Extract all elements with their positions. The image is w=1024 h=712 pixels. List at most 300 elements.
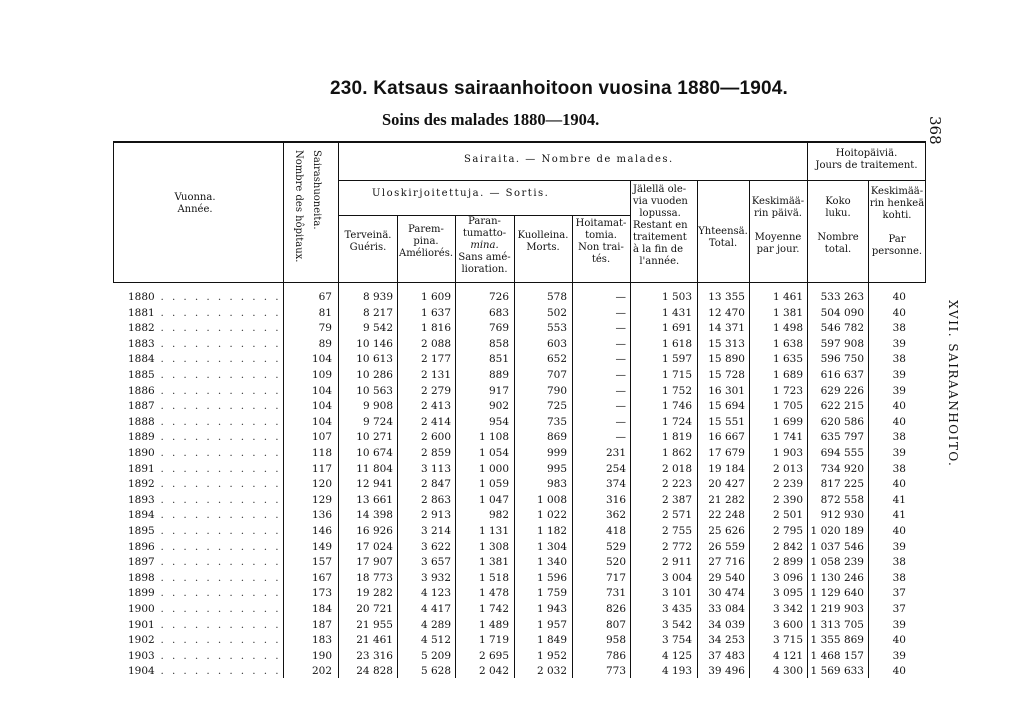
leader-dots: . . . . . . . . . . . [154, 571, 281, 584]
table-cell: 8 217 [362, 306, 393, 319]
year-cell [128, 633, 281, 649]
year-label: 1883 [128, 337, 155, 350]
table-cell: 10 286 [356, 369, 393, 381]
table-cell: 2 795 [772, 525, 803, 537]
total-header: Yhteensä. Total. [698, 226, 748, 249]
table-cell: 3 600 [772, 618, 803, 631]
unimproved-header: Paran- tumatto- mina. Sans amé- lioration. [458, 216, 511, 275]
table-cell: 146 [311, 525, 332, 537]
table-cell: 15 694 [708, 400, 745, 413]
year-label: 1900 [128, 603, 155, 615]
top-rule [113, 141, 926, 143]
table-cell: 817 225 [820, 478, 864, 491]
table-cell: 231 [605, 447, 626, 459]
table-cell: 2 755 [661, 525, 692, 537]
table-cell: 37 483 [708, 649, 745, 662]
table-cell: 773 [605, 665, 626, 678]
table-cell: 954 [488, 415, 509, 428]
table-cell: 14 371 [708, 322, 745, 335]
table-cell: 2 859 [420, 447, 451, 459]
side-heading: XVII. SAIRAANHOITO. [946, 300, 960, 468]
year-cell [128, 524, 281, 540]
table-cell: 3 715 [772, 634, 803, 647]
leader-dots: . . . . . . . . . . . [154, 306, 281, 319]
table-cell: 1 182 [536, 525, 567, 537]
table-cell: 30 474 [708, 587, 745, 600]
table-cell: 999 [546, 447, 567, 459]
table-cell: 104 [311, 353, 332, 366]
leader-dots: . . . . . . . . . . . [154, 431, 281, 444]
table-cell: 1 637 [420, 306, 451, 319]
improved-header: Parem- pina. Améliorés. [398, 224, 454, 259]
table-cell: 1 903 [772, 447, 803, 459]
leader-dots: . . . . . . . . . . . [154, 447, 281, 459]
table-cell: 1 742 [478, 603, 509, 615]
table-cell: 4 121 [772, 649, 803, 662]
table-cell: 33 084 [708, 603, 745, 615]
table-cell: 34 039 [708, 618, 745, 631]
table-cell: 39 496 [708, 665, 745, 678]
table-subtitle: Soins des malades 1880—1904. [382, 110, 600, 129]
year-label: 1880 [128, 291, 155, 303]
table-cell: 725 [546, 400, 567, 413]
table-cell: — [615, 337, 626, 350]
table-cell: 1 381 [478, 556, 509, 569]
year-label: 1881 [128, 306, 155, 319]
table-cell: 2 911 [661, 556, 692, 569]
table-cell: 24 828 [356, 665, 393, 678]
table-cell: 872 558 [820, 493, 864, 506]
year-cell [128, 586, 281, 602]
table-cell: 2 013 [772, 462, 803, 475]
table-cell: 19 282 [356, 587, 393, 600]
table-cell: 3 095 [772, 587, 803, 600]
year-cell [128, 602, 281, 618]
table-cell: 16 667 [708, 431, 745, 444]
table-cell: 2 899 [772, 556, 803, 569]
table-cell: 2 223 [661, 478, 692, 491]
year-label: 1903 [128, 649, 155, 662]
table-cell: 157 [311, 556, 332, 569]
table-cell: 1 597 [661, 353, 692, 366]
year-cell [128, 477, 281, 493]
year-cell [128, 446, 281, 462]
year-cell [128, 352, 281, 368]
table-cell: 10 613 [356, 353, 393, 366]
table-cell: 1 862 [661, 447, 692, 459]
table-cell: 717 [605, 571, 626, 584]
leader-dots: . . . . . . . . . . . [154, 649, 281, 662]
table-cell: 8 939 [362, 291, 393, 303]
table-cell: 1 635 [772, 353, 803, 366]
table-cell: 117 [311, 462, 332, 475]
year-label: 1895 [128, 525, 155, 537]
table-cell: 21 461 [356, 634, 393, 647]
table-cell: 603 [546, 337, 567, 350]
year-label: 1904 [128, 665, 155, 678]
dead-header: Kuolleina. Morts. [517, 230, 569, 253]
table-cell: 3 754 [661, 634, 692, 647]
table-cell: 18 773 [356, 571, 393, 584]
year-label: 1882 [128, 322, 155, 335]
table-cell: 10 146 [356, 337, 393, 350]
table-cell: 4 193 [661, 665, 692, 678]
leader-dots: . . . . . . . . . . . [154, 337, 281, 350]
table-cell: 620 586 [820, 415, 864, 428]
table-cell: 597 908 [820, 337, 864, 350]
page-number: 368 [926, 116, 944, 145]
table-cell: — [615, 353, 626, 366]
table-cell: 1 819 [661, 431, 692, 444]
table-cell: 1 308 [478, 540, 509, 553]
table-cell: 17 024 [356, 540, 393, 553]
leader-dots: . . . . . . . . . . . [154, 353, 281, 366]
table-cell: 1 131 [478, 525, 509, 537]
table-cell: 10 674 [356, 447, 393, 459]
table-cell: 39 [892, 384, 906, 397]
table-cell: 1 478 [478, 587, 509, 600]
leader-dots: . . . . . . . . . . . [154, 509, 281, 522]
table-cell: 1 054 [478, 447, 509, 459]
table-cell: 2 390 [772, 493, 803, 506]
table-cell: 1 381 [772, 306, 803, 319]
remaining-header: Jälellä ole- via vuoden lopussa. Restant en traitement à la fin de l'année. [633, 184, 688, 267]
leader-dots: . . . . . . . . . . . [154, 665, 281, 678]
cured-header: Terveinä. Guéris. [344, 230, 392, 253]
table-cell: 3 101 [661, 587, 692, 600]
table-cell: 316 [605, 493, 626, 506]
year-cell [128, 555, 281, 571]
table-cell: 578 [546, 291, 567, 303]
table-cell: 107 [311, 431, 332, 444]
table-cell: 41 [892, 509, 906, 522]
year-label: 1898 [128, 571, 155, 584]
year-label: 1884 [128, 353, 155, 366]
table-cell: 40 [892, 415, 906, 428]
table-cell: 41 [892, 493, 906, 506]
year-cell [128, 618, 281, 634]
table-cell: 1 638 [772, 337, 803, 350]
table-cell: 2 501 [772, 509, 803, 522]
table-cell: 40 [892, 291, 906, 303]
table-cell: 3 113 [420, 462, 451, 475]
table-cell: 12 941 [356, 478, 393, 491]
table-cell: 1 518 [478, 571, 509, 584]
hospitals-header-fr: Nombre des hôpitaux. [293, 150, 304, 263]
table-cell: 1 952 [536, 649, 567, 662]
table-cell: 2 032 [536, 665, 567, 678]
table-cell: 1 746 [661, 400, 692, 413]
hospitals-header: Sairashuoneita. [311, 150, 322, 230]
table-cell: 2 387 [661, 493, 692, 506]
year-cell [128, 430, 281, 446]
leader-dots: . . . . . . . . . . . [154, 415, 281, 428]
leader-dots: . . . . . . . . . . . [154, 322, 281, 335]
year-label: 1885 [128, 369, 155, 381]
year-label: 1893 [128, 493, 155, 506]
table-cell: 2 772 [661, 540, 692, 553]
table-cell: 129 [311, 493, 332, 506]
table-cell: 79 [318, 322, 332, 335]
table-cell: 39 [892, 447, 906, 459]
year-cell [128, 462, 281, 478]
leader-dots: . . . . . . . . . . . [154, 634, 281, 647]
table-cell: 1 020 189 [810, 525, 864, 537]
table-cell: 38 [892, 431, 906, 444]
year-label: 1902 [128, 634, 155, 647]
table-cell: 1 108 [478, 431, 509, 444]
table-cell: 13 661 [356, 493, 393, 506]
table-cell: 1 503 [661, 291, 692, 303]
leader-dots: . . . . . . . . . . . [154, 556, 281, 569]
table-cell: 15 551 [708, 415, 745, 428]
table-cell: 520 [605, 556, 626, 569]
table-cell: 10 271 [356, 431, 393, 444]
leader-dots: . . . . . . . . . . . [154, 618, 281, 631]
table-cell: 2 279 [420, 384, 451, 397]
untreated-header: Hoitamat- tomia. Non trai- tés. [575, 218, 627, 265]
table-cell: 39 [892, 618, 906, 631]
table-cell: — [615, 306, 626, 319]
table-cell: 136 [311, 509, 332, 522]
table-cell: 9 542 [362, 322, 393, 335]
table-cell: 12 470 [708, 306, 745, 319]
table-cell: 1 715 [661, 369, 692, 381]
table-cell: 1 569 633 [810, 665, 864, 678]
rule [338, 180, 926, 181]
table-cell: 694 555 [820, 447, 864, 459]
leader-dots: . . . . . . . . . . . [154, 525, 281, 537]
year-cell [128, 368, 281, 384]
table-cell: 786 [605, 649, 626, 662]
table-cell: 118 [311, 447, 332, 459]
table-cell: 995 [546, 462, 567, 475]
table-cell: 11 804 [356, 462, 393, 475]
table-cell: 3 622 [420, 540, 451, 553]
table-cell: 37 [892, 587, 906, 600]
year-label: 1886 [128, 384, 155, 397]
table-cell: 5 628 [420, 665, 451, 678]
table-cell: 15 890 [708, 353, 745, 366]
table-cell: 902 [488, 400, 509, 413]
table-cell: 3 435 [661, 603, 692, 615]
table-cell: 1 957 [536, 618, 567, 631]
year-cell [128, 508, 281, 524]
table-cell: 40 [892, 665, 906, 678]
table-cell: 869 [546, 431, 567, 444]
year-header: Vuonna. Année. [174, 192, 216, 215]
table-cell: 2 695 [478, 649, 509, 662]
leader-dots: . . . . . . . . . . . [154, 462, 281, 475]
table-cell: 707 [546, 369, 567, 381]
table-cell: 958 [605, 634, 626, 647]
table-cell: 67 [318, 291, 332, 303]
table-cell: 14 398 [356, 509, 393, 522]
table-cell: 2 131 [420, 369, 451, 381]
table-cell: 39 [892, 369, 906, 381]
table-cell: — [615, 400, 626, 413]
table-cell: 173 [311, 587, 332, 600]
table-cell: 40 [892, 478, 906, 491]
table-cell: 3 657 [420, 556, 451, 569]
leader-dots: . . . . . . . . . . . [154, 493, 281, 506]
table-cell: 683 [488, 306, 509, 319]
table-cell: 38 [892, 322, 906, 335]
table-cell: 20 721 [356, 603, 393, 615]
table-cell: 889 [488, 369, 509, 381]
table-cell: 652 [546, 353, 567, 366]
table-cell: — [615, 291, 626, 303]
table-cell: 1 705 [772, 400, 803, 413]
table-cell: 546 782 [820, 322, 864, 335]
year-label: 1891 [128, 462, 155, 475]
table-cell: 2 239 [772, 478, 803, 491]
table-cell: 39 [892, 540, 906, 553]
table-cell: 15 728 [708, 369, 745, 381]
table-cell: 1 047 [478, 493, 509, 506]
table-cell: 9 724 [362, 415, 393, 428]
table-cell: 104 [311, 400, 332, 413]
table-cell: 1 468 157 [810, 649, 864, 662]
table-cell: 17 679 [708, 447, 745, 459]
table-cell: 502 [546, 306, 567, 319]
leader-dots: . . . . . . . . . . . [154, 478, 281, 491]
table-cell: 4 417 [420, 603, 451, 615]
table-cell: 81 [318, 306, 332, 319]
table-cell: 2 177 [420, 353, 451, 366]
year-cell [128, 321, 281, 337]
table-cell: 23 316 [356, 649, 393, 662]
table-cell: 22 248 [708, 509, 745, 522]
table-cell: 21 282 [708, 493, 745, 506]
table-cell: 254 [605, 462, 626, 475]
table-cell: 851 [488, 353, 509, 366]
table-cell: 4 125 [661, 649, 692, 662]
table-cell: 769 [488, 322, 509, 335]
table-cell: 37 [892, 603, 906, 615]
table-cell: 190 [311, 649, 332, 662]
table-cell: 120 [311, 478, 332, 491]
table-cell: 202 [311, 665, 332, 678]
table-cell: 982 [488, 509, 509, 522]
leader-dots: . . . . . . . . . . . [154, 384, 281, 397]
year-cell [128, 415, 281, 431]
table-cell: 858 [488, 337, 509, 350]
year-cell [128, 540, 281, 556]
table-cell: 1 618 [661, 337, 692, 350]
table-cell: 2 863 [420, 493, 451, 506]
care-total-header: Koko luku. Nombre total. [817, 196, 859, 255]
table-cell: 17 907 [356, 556, 393, 569]
table-cell: 27 716 [708, 556, 745, 569]
table-cell: 790 [546, 384, 567, 397]
year-cell [128, 493, 281, 509]
table-cell: 826 [605, 603, 626, 615]
year-label: 1888 [128, 415, 155, 428]
table-cell: 1 816 [420, 322, 451, 335]
year-cell [128, 664, 281, 680]
table-cell: 917 [488, 384, 509, 397]
table-cell: 1 355 869 [810, 634, 864, 647]
table-cell: 734 920 [820, 462, 864, 475]
table-cell: 187 [311, 618, 332, 631]
table-cell: 1 498 [772, 322, 803, 335]
table-cell: 38 [892, 571, 906, 584]
table-cell: 735 [546, 415, 567, 428]
table-cell: — [615, 322, 626, 335]
table-cell: 2 842 [772, 540, 803, 553]
leader-dots: . . . . . . . . . . . [154, 291, 281, 303]
table-cell: 1 313 705 [810, 618, 864, 631]
table-cell: 1 130 246 [810, 571, 864, 584]
table-cell: 418 [605, 525, 626, 537]
table-cell: 25 626 [708, 525, 745, 537]
per-person-header: Keskimää- rin henkeä kohti. Par personne. [869, 186, 925, 257]
table-cell: 1 022 [536, 509, 567, 522]
table-cell: 616 637 [820, 369, 864, 381]
discharged-header: Uloskirjoitettuja. — Sortis. [372, 188, 550, 199]
table-cell: 4 123 [420, 587, 451, 600]
table-cell: 1 691 [661, 322, 692, 335]
table-cell: 1 596 [536, 571, 567, 584]
table-cell: 183 [311, 634, 332, 647]
table-cell: 1 219 903 [810, 603, 864, 615]
daily-avg-header: Keskimää- rin päivä. Moyenne par jour. [751, 196, 805, 255]
year-label: 1894 [128, 509, 155, 522]
year-label: 1890 [128, 447, 155, 459]
table-cell: 912 930 [820, 509, 864, 522]
table-cell: 1 304 [536, 540, 567, 553]
table-cell: 5 209 [420, 649, 451, 662]
table-cell: 533 263 [820, 291, 864, 303]
table-cell: — [615, 384, 626, 397]
table-cell: 362 [605, 509, 626, 522]
table-cell: 2 913 [420, 509, 451, 522]
leader-dots: . . . . . . . . . . . [154, 540, 281, 553]
table-cell: 1 461 [772, 291, 803, 303]
year-cell [128, 649, 281, 665]
table-cell: 1 059 [478, 478, 509, 491]
table-cell: 38 [892, 556, 906, 569]
table-cell: 3 932 [420, 571, 451, 584]
table-cell: 40 [892, 634, 906, 647]
table-cell: 1 689 [772, 369, 803, 381]
leader-dots: . . . . . . . . . . . [154, 587, 281, 600]
table-cell: — [615, 431, 626, 444]
table-cell: 4 289 [420, 618, 451, 631]
table-cell: 3 096 [772, 571, 803, 584]
year-label: 1897 [128, 556, 155, 569]
table-cell: 1 724 [661, 415, 692, 428]
table-cell: 16 301 [708, 384, 745, 397]
table-cell: 3 342 [772, 603, 803, 615]
table-cell: 596 750 [820, 353, 864, 366]
table-cell: 1 943 [536, 603, 567, 615]
table-cell: 1 340 [536, 556, 567, 569]
leader-dots: . . . . . . . . . . . [154, 400, 281, 413]
table-cell: 1 849 [536, 634, 567, 647]
table-cell: 2 600 [420, 431, 451, 444]
table-cell: 16 926 [356, 525, 393, 537]
year-label: 1896 [128, 540, 155, 553]
table-title: 230. Katsaus sairaanhoitoon vuosina 1880—1904. [330, 78, 789, 99]
year-label: 1901 [128, 618, 155, 631]
table-cell: 89 [318, 337, 332, 350]
table-cell: 2 042 [478, 665, 509, 678]
year-cell [128, 337, 281, 353]
table-cell: 39 [892, 337, 906, 350]
year-label: 1889 [128, 431, 155, 444]
